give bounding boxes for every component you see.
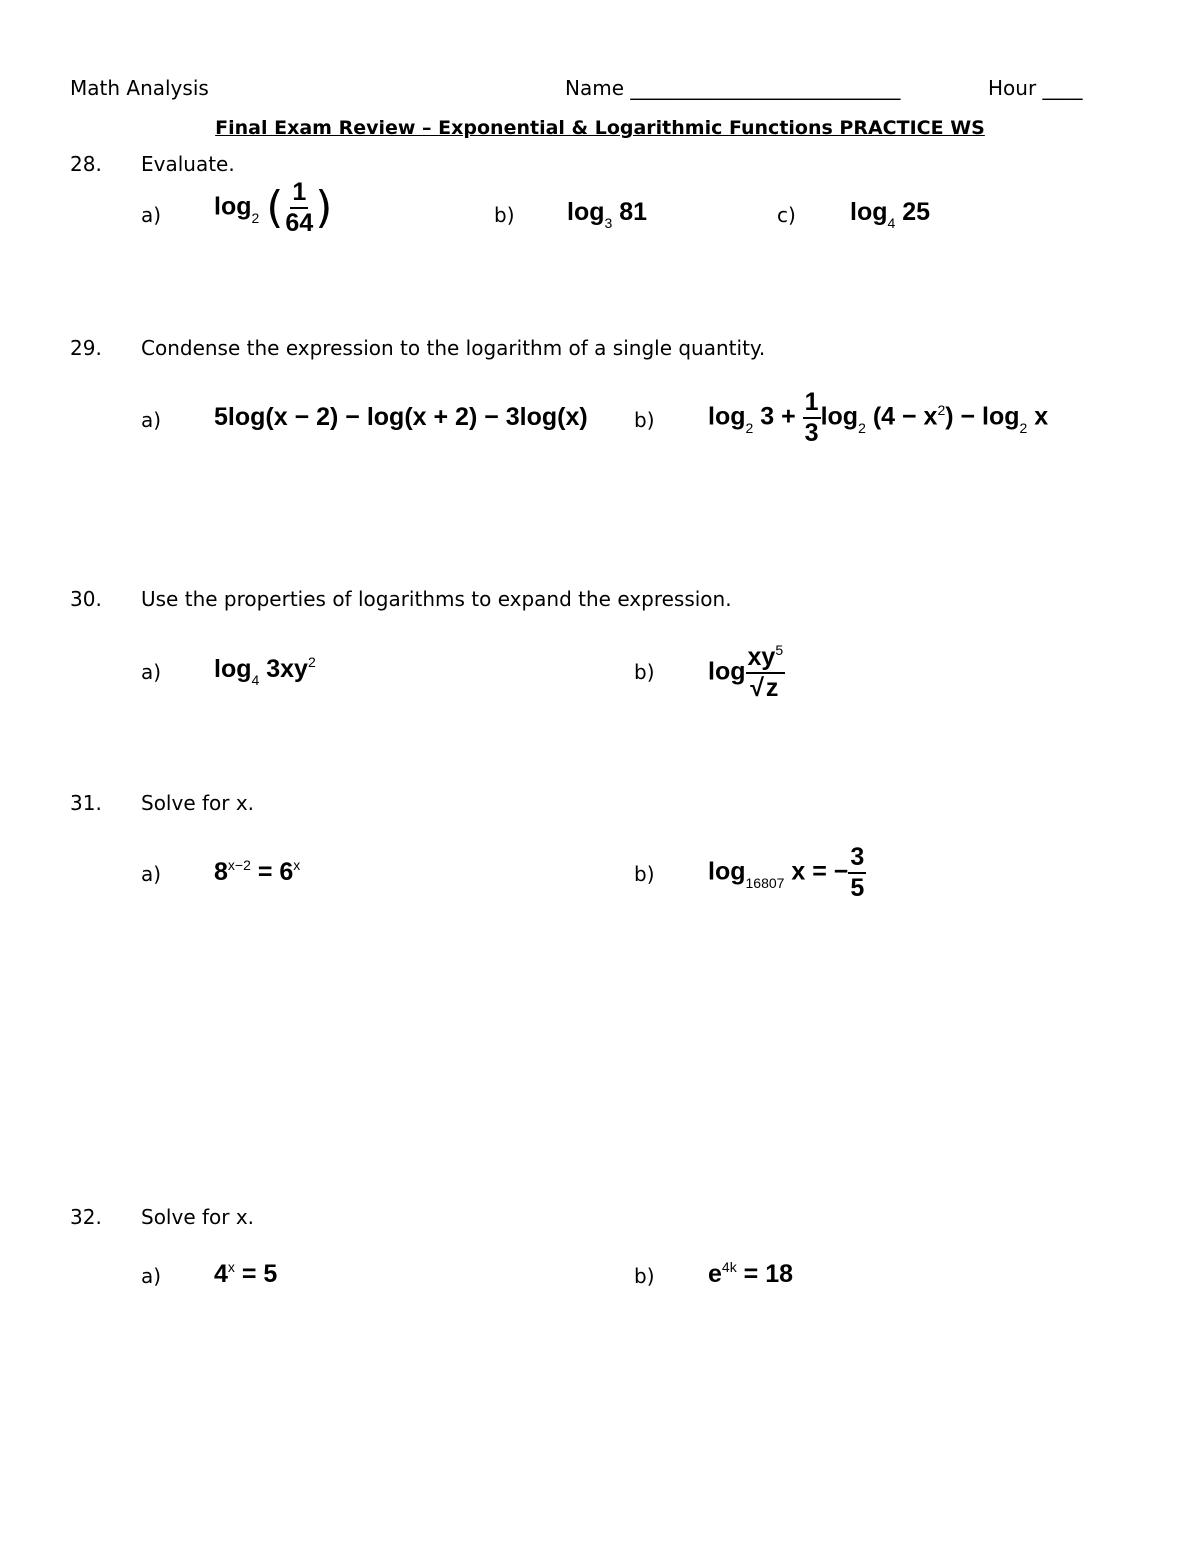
log-function: log	[820, 402, 859, 431]
question-prompt: Condense the expression to the logarithm of a single quantity.	[141, 336, 766, 360]
right-paren: )	[315, 182, 333, 233]
radical-sign: √	[750, 674, 764, 702]
part-label: a)	[141, 203, 162, 227]
part-label: a)	[141, 1264, 162, 1288]
log-base: 2	[745, 419, 754, 436]
question-number: 31.	[70, 791, 102, 815]
hour-field-label: Hour ____	[988, 76, 1083, 100]
expression-29b	[708, 390, 1048, 446]
exponent: x	[293, 857, 301, 873]
part-label: a)	[141, 862, 162, 886]
question-prompt: Solve for x.	[141, 791, 255, 815]
expression-28c	[850, 198, 931, 231]
denominator: 64	[285, 209, 314, 237]
log-base: 3	[604, 215, 613, 231]
numerator-term: xy	[747, 643, 776, 671]
numerator	[746, 642, 786, 674]
log-argument: 81	[619, 198, 648, 226]
question-prompt: Use the properties of logarithms to expand the expression.	[141, 587, 732, 611]
expression-28a	[214, 180, 332, 236]
term: x = −	[784, 857, 849, 886]
log-function: log	[214, 655, 252, 683]
expression-28b	[567, 198, 648, 231]
term: (4 − x	[872, 402, 938, 431]
question-number: 28.	[70, 152, 102, 176]
term: ) − log	[945, 402, 1020, 431]
square-root	[750, 676, 780, 701]
exponent: x	[227, 1259, 235, 1275]
question-number: 32.	[70, 1205, 102, 1229]
expression-31b	[708, 845, 866, 901]
log-function: log	[708, 857, 746, 886]
exponent: 2	[307, 654, 316, 670]
log-function: log	[708, 657, 746, 686]
log-argument: 3xy	[266, 655, 308, 683]
part-label: b)	[634, 660, 655, 684]
exponent: 4k	[721, 1259, 737, 1275]
part-label: c)	[777, 203, 796, 227]
log-base: 2	[858, 419, 866, 436]
numerator: 3	[848, 845, 866, 874]
term: 3 +	[760, 402, 796, 431]
log-function: log	[708, 402, 746, 431]
log-base: 16807	[745, 874, 785, 891]
part-label: b)	[634, 862, 655, 886]
variable: x	[1034, 402, 1049, 431]
log-base: 4	[887, 215, 896, 231]
question-number: 30.	[70, 587, 102, 611]
fraction	[803, 390, 821, 446]
log-argument: 25	[902, 198, 931, 226]
question-number: 29.	[70, 336, 102, 360]
fraction	[848, 845, 866, 901]
exponent: 2	[937, 401, 946, 418]
numerator: 1	[803, 390, 821, 419]
question-prompt: Evaluate.	[141, 152, 235, 176]
log-function: log	[850, 198, 888, 226]
radicand: z	[765, 674, 779, 702]
page-title: Final Exam Review – Exponential & Logarithmic Functions PRACTICE WS	[215, 117, 985, 139]
numerator: 1	[290, 180, 308, 209]
denominator: 3	[804, 419, 819, 447]
exponent: 5	[775, 642, 784, 658]
expression-30b	[708, 642, 785, 702]
log-function: log	[567, 198, 605, 226]
denominator: 5	[850, 874, 865, 902]
term: = 18	[736, 1260, 794, 1288]
part-label: b)	[634, 1264, 655, 1288]
base: 4	[214, 1260, 228, 1288]
term: = 6	[250, 858, 294, 886]
expression-32a	[214, 1259, 278, 1288]
expression-32b	[708, 1259, 794, 1288]
log-base: 2	[251, 209, 260, 226]
exponent: x−2	[227, 857, 251, 873]
question-prompt: Solve for x.	[141, 1205, 255, 1229]
log-function: log	[214, 192, 252, 221]
denominator	[748, 674, 782, 701]
part-label: b)	[634, 408, 655, 432]
fraction	[283, 180, 315, 236]
term: = 5	[234, 1260, 278, 1288]
part-label: a)	[141, 408, 162, 432]
log-base: 2	[1019, 419, 1028, 436]
fraction	[746, 642, 786, 702]
expression-30a	[214, 654, 316, 688]
base: 8	[214, 858, 228, 886]
expression-29a: 5log(x − 2) − log(x + 2) − 3log(x)	[214, 403, 588, 431]
part-label: b)	[494, 203, 515, 227]
part-label: a)	[141, 660, 162, 684]
expression-31a	[214, 857, 301, 886]
left-paren: (	[266, 182, 284, 233]
log-base: 4	[251, 672, 260, 688]
course-name: Math Analysis	[70, 76, 209, 100]
name-field-label: Name ___________________________	[565, 76, 901, 100]
base: e	[708, 1260, 722, 1288]
